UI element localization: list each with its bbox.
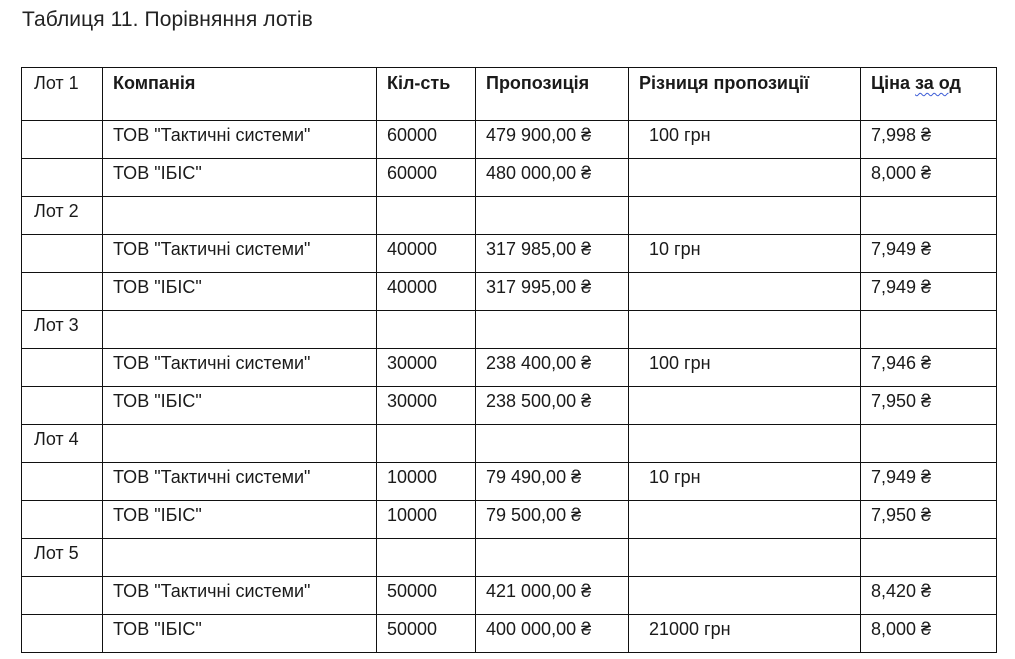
cell-difference (629, 197, 861, 235)
cell-offer (476, 311, 629, 349)
cell-lot (22, 577, 103, 615)
cell-difference (629, 273, 861, 311)
cell-company: ТОВ "ІБІС" (103, 501, 377, 539)
cell-offer: 479 900,00 ₴ (476, 121, 629, 159)
cell-offer: 317 985,00 ₴ (476, 235, 629, 273)
cell-quantity: 40000 (377, 235, 476, 273)
cell-offer (476, 539, 629, 577)
cell-difference (629, 539, 861, 577)
cell-company: ТОВ "Тактичні системи" (103, 121, 377, 159)
cell-company: ТОВ "ІБІС" (103, 159, 377, 197)
cell-quantity (377, 197, 476, 235)
cell-quantity: 10000 (377, 463, 476, 501)
lot-group-row (22, 539, 997, 577)
cell-difference: 100 грн (629, 121, 861, 159)
cell-unit-price: 7,950 ₴ (861, 501, 997, 539)
cell-company: ТОВ "Тактичні системи" (103, 235, 377, 273)
cell-lot: Лот 5 (22, 539, 103, 577)
cell-offer (476, 197, 629, 235)
table-row (22, 387, 997, 425)
cell-lot (22, 235, 103, 273)
cell-unit-price (861, 197, 997, 235)
cell-lot (22, 387, 103, 425)
table-row (22, 235, 997, 273)
header-difference: Різниця пропозиції (629, 68, 861, 121)
cell-company: ТОВ "ІБІС" (103, 615, 377, 653)
cell-lot (22, 615, 103, 653)
cell-offer: 421 000,00 ₴ (476, 577, 629, 615)
cell-quantity: 60000 (377, 159, 476, 197)
cell-lot (22, 273, 103, 311)
cell-offer (476, 425, 629, 463)
cell-lot: Лот 3 (22, 311, 103, 349)
cell-company: ТОВ "Тактичні системи" (103, 577, 377, 615)
cell-quantity (377, 311, 476, 349)
cell-difference (629, 501, 861, 539)
header-unit-price (861, 68, 997, 121)
table-row (22, 615, 997, 653)
lots-comparison-table (21, 67, 997, 653)
cell-lot: Лот 4 (22, 425, 103, 463)
cell-offer: 79 490,00 ₴ (476, 463, 629, 501)
cell-offer: 238 500,00 ₴ (476, 387, 629, 425)
cell-unit-price: 7,949 ₴ (861, 235, 997, 273)
cell-company (103, 539, 377, 577)
cell-quantity: 50000 (377, 615, 476, 653)
cell-quantity (377, 539, 476, 577)
cell-quantity: 40000 (377, 273, 476, 311)
cell-offer: 317 995,00 ₴ (476, 273, 629, 311)
cell-quantity (377, 425, 476, 463)
cell-difference: 21000 грн (629, 615, 861, 653)
table-header-row (22, 68, 997, 121)
cell-quantity: 30000 (377, 349, 476, 387)
table-row (22, 159, 997, 197)
cell-difference (629, 577, 861, 615)
cell-unit-price: 7,949 ₴ (861, 273, 997, 311)
cell-offer: 400 000,00 ₴ (476, 615, 629, 653)
header-unit-price-prefix: Ціна (871, 73, 916, 93)
table-body (22, 121, 997, 653)
cell-offer: 79 500,00 ₴ (476, 501, 629, 539)
cell-difference (629, 425, 861, 463)
cell-difference: 10 грн (629, 463, 861, 501)
cell-lot (22, 349, 103, 387)
header-company: Компанія (103, 68, 377, 121)
table-row (22, 349, 997, 387)
cell-lot (22, 121, 103, 159)
table-row (22, 577, 997, 615)
cell-company (103, 311, 377, 349)
header-offer: Пропозиція (476, 68, 629, 121)
cell-quantity: 50000 (377, 577, 476, 615)
cell-company: ТОВ "Тактичні системи" (103, 349, 377, 387)
lot-group-row (22, 311, 997, 349)
table-row (22, 501, 997, 539)
cell-unit-price: 8,000 ₴ (861, 159, 997, 197)
cell-unit-price: 8,000 ₴ (861, 615, 997, 653)
header-lot-label: Лот 1 (22, 68, 103, 121)
cell-company (103, 197, 377, 235)
cell-unit-price (861, 425, 997, 463)
cell-quantity: 60000 (377, 121, 476, 159)
cell-company: ТОВ "ІБІС" (103, 387, 377, 425)
cell-difference (629, 311, 861, 349)
cell-difference (629, 387, 861, 425)
spellcheck-flagged-text: за од (915, 73, 961, 93)
cell-lot (22, 463, 103, 501)
cell-lot: Лот 2 (22, 197, 103, 235)
cell-offer: 480 000,00 ₴ (476, 159, 629, 197)
cell-difference: 10 грн (629, 235, 861, 273)
lot-group-row (22, 197, 997, 235)
cell-company (103, 425, 377, 463)
cell-unit-price (861, 539, 997, 577)
table-caption: Таблиця 11. Порівняння лотів (22, 8, 313, 31)
table-row (22, 463, 997, 501)
table-row (22, 273, 997, 311)
cell-difference: 100 грн (629, 349, 861, 387)
cell-difference (629, 159, 861, 197)
cell-unit-price: 7,998 ₴ (861, 121, 997, 159)
header-quantity: Кіл-сть (377, 68, 476, 121)
lot-group-row (22, 425, 997, 463)
cell-offer: 238 400,00 ₴ (476, 349, 629, 387)
cell-unit-price (861, 311, 997, 349)
cell-unit-price: 7,949 ₴ (861, 463, 997, 501)
cell-unit-price: 7,946 ₴ (861, 349, 997, 387)
cell-unit-price: 8,420 ₴ (861, 577, 997, 615)
cell-lot (22, 159, 103, 197)
cell-quantity: 30000 (377, 387, 476, 425)
table-row (22, 121, 997, 159)
cell-company: ТОВ "Тактичні системи" (103, 463, 377, 501)
cell-unit-price: 7,950 ₴ (861, 387, 997, 425)
cell-company: ТОВ "ІБІС" (103, 273, 377, 311)
cell-quantity: 10000 (377, 501, 476, 539)
cell-lot (22, 501, 103, 539)
